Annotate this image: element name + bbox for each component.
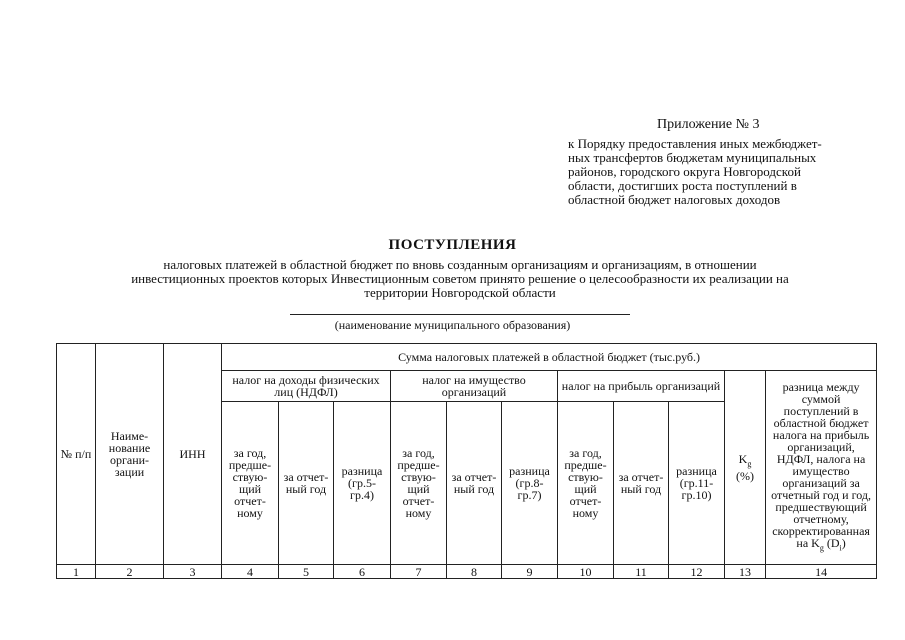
column-number: 10: [558, 565, 614, 579]
column-number: 7: [391, 565, 447, 579]
appendix-text: [568, 137, 868, 207]
column-number: 13: [725, 565, 766, 579]
ndfl-prev-year-header: за год, предше- ствую- щий отчет- ному: [222, 402, 279, 565]
profit-difference-header: разница (гр.11- гр.10): [669, 402, 725, 565]
profit-group-header: налог на прибыль организаций: [558, 371, 725, 402]
column-number: 4: [222, 565, 279, 579]
column-number: 9: [502, 565, 558, 579]
col-organization-header: Наиме- нование органи- зации: [96, 344, 164, 565]
total-difference-end: ): [841, 535, 846, 550]
column-number: 6: [334, 565, 391, 579]
kg-subscript: g: [747, 459, 752, 469]
tax-sum-group-header: Сумма налоговых платежей в областной бюджет (тыс.руб.): [222, 344, 877, 371]
appendix-line: области, достигших роста поступлений в: [568, 178, 797, 193]
column-number: 14: [766, 565, 877, 579]
property-prev-year-header: за год, предше- ствую- щий отчет- ному: [391, 402, 447, 565]
total-difference-sub: g: [819, 543, 824, 553]
ndfl-difference-header: разница (гр.5- гр.4): [334, 402, 391, 565]
subtitle-line: инвестиционных проектов которых Инвестиционным советом принято решение о целесообразности их реализации на: [131, 271, 789, 286]
column-number: 2: [96, 565, 164, 579]
appendix-line: областной бюджет налоговых доходов: [568, 192, 781, 207]
payments-table: [56, 343, 877, 579]
col-number-header: № п/п: [57, 344, 96, 565]
ndfl-group-header: налог на доходы физических лиц (НДФЛ): [222, 371, 391, 402]
appendix-line: к Порядку предоставления иных межбюджет-: [568, 136, 822, 151]
kg-header: [725, 371, 766, 565]
appendix-line: ных трансфертов бюджетам муниципальных: [568, 150, 817, 165]
property-difference-header: разница (гр.8- гр.7): [502, 402, 558, 565]
document-subtitle: [70, 258, 850, 300]
profit-prev-year-header: за год, предше- ствую- щий отчет- ному: [558, 402, 614, 565]
total-difference-suffix: (D: [823, 535, 840, 550]
kg-unit: (%): [736, 469, 754, 484]
property-report-year-header: за отчет- ный год: [447, 402, 502, 565]
property-group-header: налог на имущество организаций: [391, 371, 558, 402]
municipality-caption: (наименование муниципального образования): [334, 318, 571, 332]
appendix-line: районов, городского округа Новгородской: [568, 164, 801, 179]
column-number: 1: [57, 565, 96, 579]
subtitle-line: налоговых платежей в областной бюджет по вновь созданным организациям и организациям, в отношении: [163, 257, 757, 272]
total-difference-header: [766, 371, 877, 565]
column-number: 5: [279, 565, 334, 579]
total-difference-text: разница между суммой поступлений в областной бюджет налога на прибыль организаций, НДФЛ, налога на имущество организаций за отчетный год и год, предшествующий отчетному, скорректированная на K: [771, 379, 871, 550]
appendix-title: Приложение № 3: [657, 117, 760, 132]
total-difference-sub2: i: [839, 543, 842, 553]
column-number: 8: [447, 565, 502, 579]
subtitle-line: территории Новгородской области: [364, 285, 556, 300]
column-number: 11: [614, 565, 669, 579]
column-number: 3: [164, 565, 222, 579]
column-number: 12: [669, 565, 725, 579]
column-numbers-row: [57, 565, 877, 579]
municipality-fill-line: [290, 314, 630, 315]
profit-report-year-header: за отчет- ный год: [614, 402, 669, 565]
ndfl-report-year-header: за отчет- ный год: [279, 402, 334, 565]
kg-symbol: K: [738, 451, 748, 466]
document-title: ПОСТУПЛЕНИЯ: [388, 237, 517, 253]
col-inn-header: ИНН: [164, 344, 222, 565]
